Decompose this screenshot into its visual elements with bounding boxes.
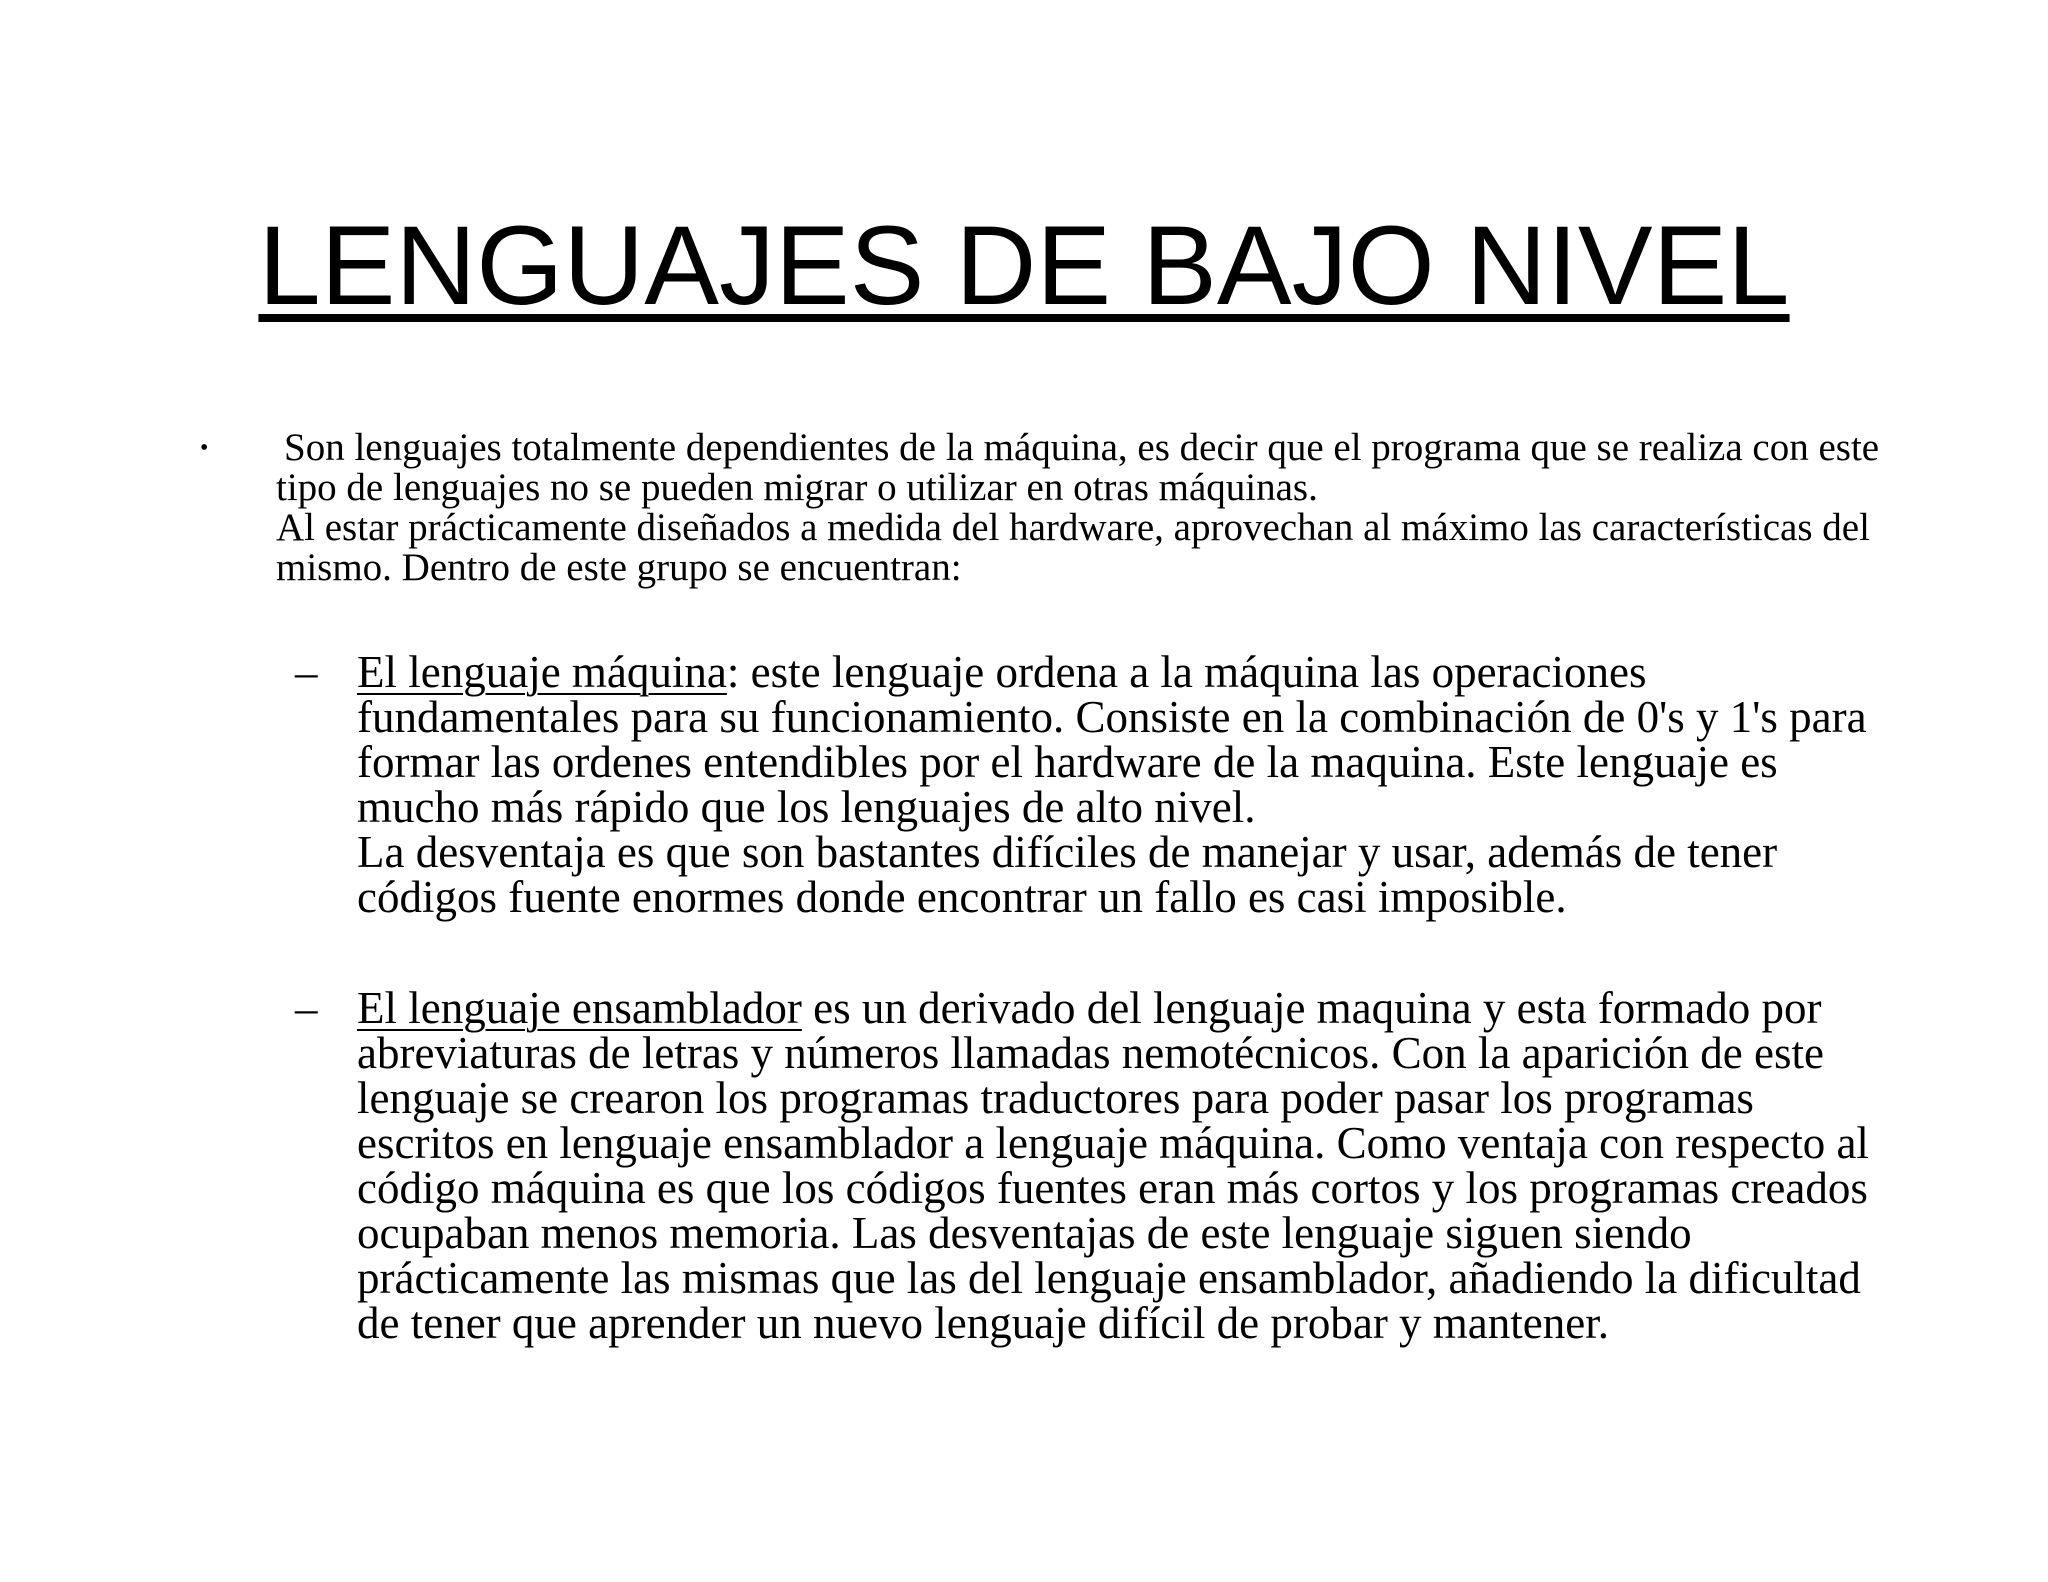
sub-item-paragraph-1 — [357, 647, 1895, 832]
sub-item-body — [357, 983, 1895, 1348]
term-lenguaje-maquina: El lenguaje máquina — [357, 647, 727, 697]
slide-title-text: LENGUAJES DE BAJO NIVEL — [258, 203, 1790, 328]
bullet-marker: • — [200, 435, 209, 461]
sub-item-paragraph-2: La desventaja es que son bastantes difíciles de manejar y usar, además de tener códigos fuente enormes donde encontrar un fallo es casi imposible. — [357, 827, 1778, 922]
sub-item-text: : este lenguaje ordena a la máquina las operaciones fundamentales para su funcionamiento. Consiste en la combinación de 0's y 1's para formar las ordenes entendibles por el hardware de la maquina. Este lenguaje es mucho más rápido que los lenguajes de alto nivel. — [357, 647, 1867, 832]
sub-item-lenguaje-maquina — [295, 647, 1895, 922]
intro-text — [276, 428, 1880, 588]
dash-marker: – — [295, 647, 318, 697]
slide-title — [0, 203, 2048, 328]
intro-bullet — [200, 428, 1880, 588]
sub-item-lenguaje-ensamblador — [295, 983, 1895, 1348]
dash-marker: – — [295, 983, 318, 1033]
intro-paragraph-2: Al estar prácticamente diseñados a medida del hardware, aprovechan al máximo las características del mismo. Dentro de este grupo se encuentran: — [276, 506, 1870, 589]
intro-paragraph-1: Son lenguajes totalmente dependientes de la máquina, es decir que el programa que se realiza con este tipo de lenguajes no se pueden migrar o utilizar en otras máquinas. — [276, 426, 1880, 509]
sub-item-text: es un derivado del lenguaje maquina y esta formado por abreviaturas de letras y números llamadas nemotécnicos. Con la aparición de este lenguaje se crearon los programas traductores para poder pasar los programas escritos en lenguaje ensamblador a lenguaje máquina. Como ventaja con respecto al código máquina es que los códigos fuentes eran más cortos y los programas creados ocupaban menos memoria. Las desventajas de este lenguaje siguen siendo prácticamente las mismas que las del lenguaje ensamblador, añadiendo la dificultad de tener que aprender un nuevo lenguaje difícil de probar y mantener. — [357, 983, 1869, 1348]
term-lenguaje-ensamblador: El lenguaje ensamblador — [357, 983, 802, 1033]
sub-item-body — [357, 647, 1895, 922]
sub-item-paragraph-1 — [357, 983, 1895, 1348]
